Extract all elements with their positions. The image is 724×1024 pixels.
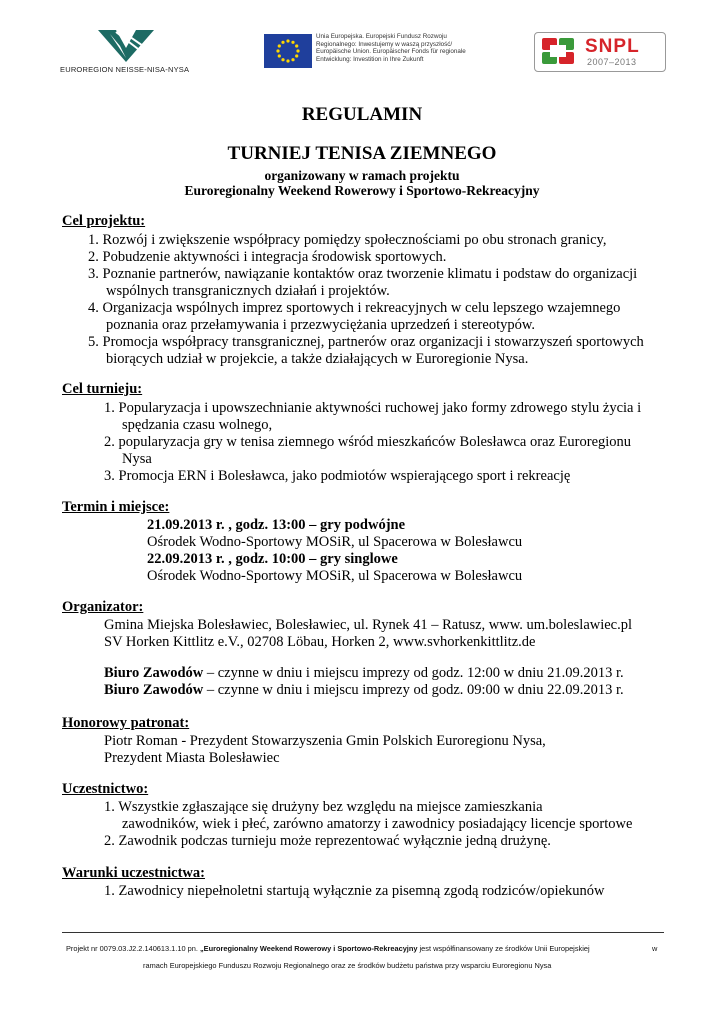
footer-project-name: „Euroregionalny Weekend Rowerowy i Sportowo-Rekreacyjny [199, 944, 418, 953]
list-item: zawodników, wiek i płeć, zarówno amatorzy i zawodnicy posiadający licencje sportowe [122, 816, 633, 832]
document-title: REGULAMIN [301, 104, 423, 125]
office-hours-2 [104, 682, 624, 699]
euroregion-logo [60, 28, 200, 78]
section-heading-uczestnictwo: Uczestnictwo: [62, 781, 149, 797]
list-item: 1. Rozwój i zwiększenie współpracy pomiędzy społecznościami po obu stronach granicy, [88, 232, 607, 248]
list-item: 2. Pobudzenie aktywności i integracja środowisk sportowych. [88, 249, 447, 265]
event-date-1: 21.09.2013 r. , godz. 13:00 – gry podwójne [147, 517, 406, 533]
office-hours-text: – czynne w dniu i miejscu imprezy od godz. 09:00 w dniu 22.09.2013 r. [203, 682, 624, 698]
section-heading-organizator: Organizator: [62, 599, 144, 615]
organizer-2: SV Horken Kittlitz e.V., 02708 Löbau, Horken 2, www.svhorkenkittlitz.de [104, 634, 536, 650]
footer-divider [62, 932, 664, 933]
office-hours-1 [104, 665, 624, 682]
list-item: 5. Promocja współpracy transgranicznej, partnerów oraz organizacji i stowarzyszeń sportowych [88, 334, 644, 350]
list-item: 1. Popularyzacja i upowszechnianie aktywności ruchowej jako formy zdrowego stylu życia i [104, 400, 642, 416]
footer-line-1 [66, 944, 590, 953]
office-label: Biuro Zawodów [104, 682, 204, 698]
list-item: 3. Promocja ERN i Bolesławca, jako podmiotów wspierającego sport i rekreację [104, 468, 571, 484]
list-item: wspólnych transgranicznych działań i projektów. [106, 283, 390, 299]
section-heading-cel-turnieju: Cel turnieju: [62, 381, 143, 397]
list-item: Nysa [122, 451, 152, 467]
list-item: 4. Organizacja wspólnych imprez sportowych i rekreacyjnych w celu lepszego wzajemnego [88, 300, 621, 316]
organizer-1: Gmina Miejska Bolesławiec, Bolesławiec, ul. Rynek 41 – Ratusz, www. um.boleslawiec.pl [104, 617, 633, 633]
office-hours-text: – czynne w dniu i miejscu imprezy od godz. 12:00 w dniu 21.09.2013 r. [203, 665, 624, 681]
list-item: 2. Zawodnik podczas turnieju może reprezentować wyłącznie jedną drużynę. [104, 833, 551, 849]
organized-line-1: organizowany w ramach projektu [264, 168, 460, 183]
patron-2: Prezydent Miasta Bolesławiec [104, 750, 280, 766]
section-heading-cel-projektu: Cel projektu: [62, 213, 146, 229]
snpl-years: 2007–2013 [587, 57, 637, 67]
event-place-1: Ośrodek Wodno-Sportowy MOSiR, ul Spacerowa w Bolesławcu [147, 534, 523, 550]
event-place-2: Ośrodek Wodno-Sportowy MOSiR, ul Spacerowa w Bolesławcu [147, 568, 523, 584]
eu-logo [264, 34, 484, 74]
list-item: poznania oraz przełamywania i przezwyciężania uprzedzeń i stereotypów. [106, 317, 536, 333]
section-heading-patronat: Honorowy patronat: [62, 715, 190, 731]
list-item: 1. Wszystkie zgłaszające się drużyny bez względu na miejsce zamieszkania [104, 799, 543, 815]
list-item: 3. Poznanie partnerów, nawiązanie kontaktów oraz tworzenie klimatu i podstaw do organizacji [88, 266, 638, 282]
list-item: biorących udział w projekcie, a także działających w Euroregionie Nysa. [106, 351, 529, 367]
event-date-2: 22.09.2013 r. , godz. 10:00 – gry singlowe [147, 551, 398, 567]
footer-trail: w [652, 944, 658, 953]
office-label: Biuro Zawodów [104, 665, 204, 681]
eu-flag-icon [264, 34, 312, 68]
footer-line-2: ramach Europejskiego Funduszu Rozwoju Regionalnego oraz ze środków budżetu państwa przy wsparciu Euroregionu Nysa [143, 961, 552, 970]
list-item: 1. Zawodnicy niepełnoletni startują wyłącznie za pisemną zgodą rodziców/opiekunów [104, 883, 605, 899]
section-heading-termin: Termin i miejsce: [62, 499, 170, 515]
eu-funding-text: Unia Europejska. Europejski Fundusz Rozwoju Regionalnego: Inwestujemy w waszą przyszłość/ Europäische Union. Europäischer Fonds für regionale Entwicklung: Investition in Ihre Zukunft [316, 33, 466, 63]
footer-pre: Projekt nr 0079.03.J2.2.140613.1.10 pn. [66, 944, 200, 953]
snpl-name: SNPL [585, 36, 640, 57]
euroregion-label: EUROREGION NEISSE-NISA-NYSA [60, 65, 190, 74]
document-subtitle: TURNIEJ TENISA ZIEMNEGO [227, 143, 497, 164]
list-item: 2. popularyzacja gry w tenisa ziemnego wśród mieszkańców Bolesławca oraz Euroregionu [104, 434, 632, 450]
patron-1: Piotr Roman - Prezydent Stowarzyszenia Gmin Polskich Euroregionu Nysa, [104, 733, 546, 749]
snpl-logo [534, 32, 666, 72]
organized-line-2: Euroregionalny Weekend Rowerowy i Sportowo-Rekreacyjny [184, 183, 540, 198]
snpl-mark-icon [541, 37, 575, 65]
footer-post: jest współfinansowany ze środków Unii Europejskiej [417, 944, 590, 953]
list-item: spędzania czasu wolnego, [122, 417, 273, 433]
euroregion-mark-icon [96, 28, 156, 64]
section-heading-warunki: Warunki uczestnictwa: [62, 865, 205, 881]
